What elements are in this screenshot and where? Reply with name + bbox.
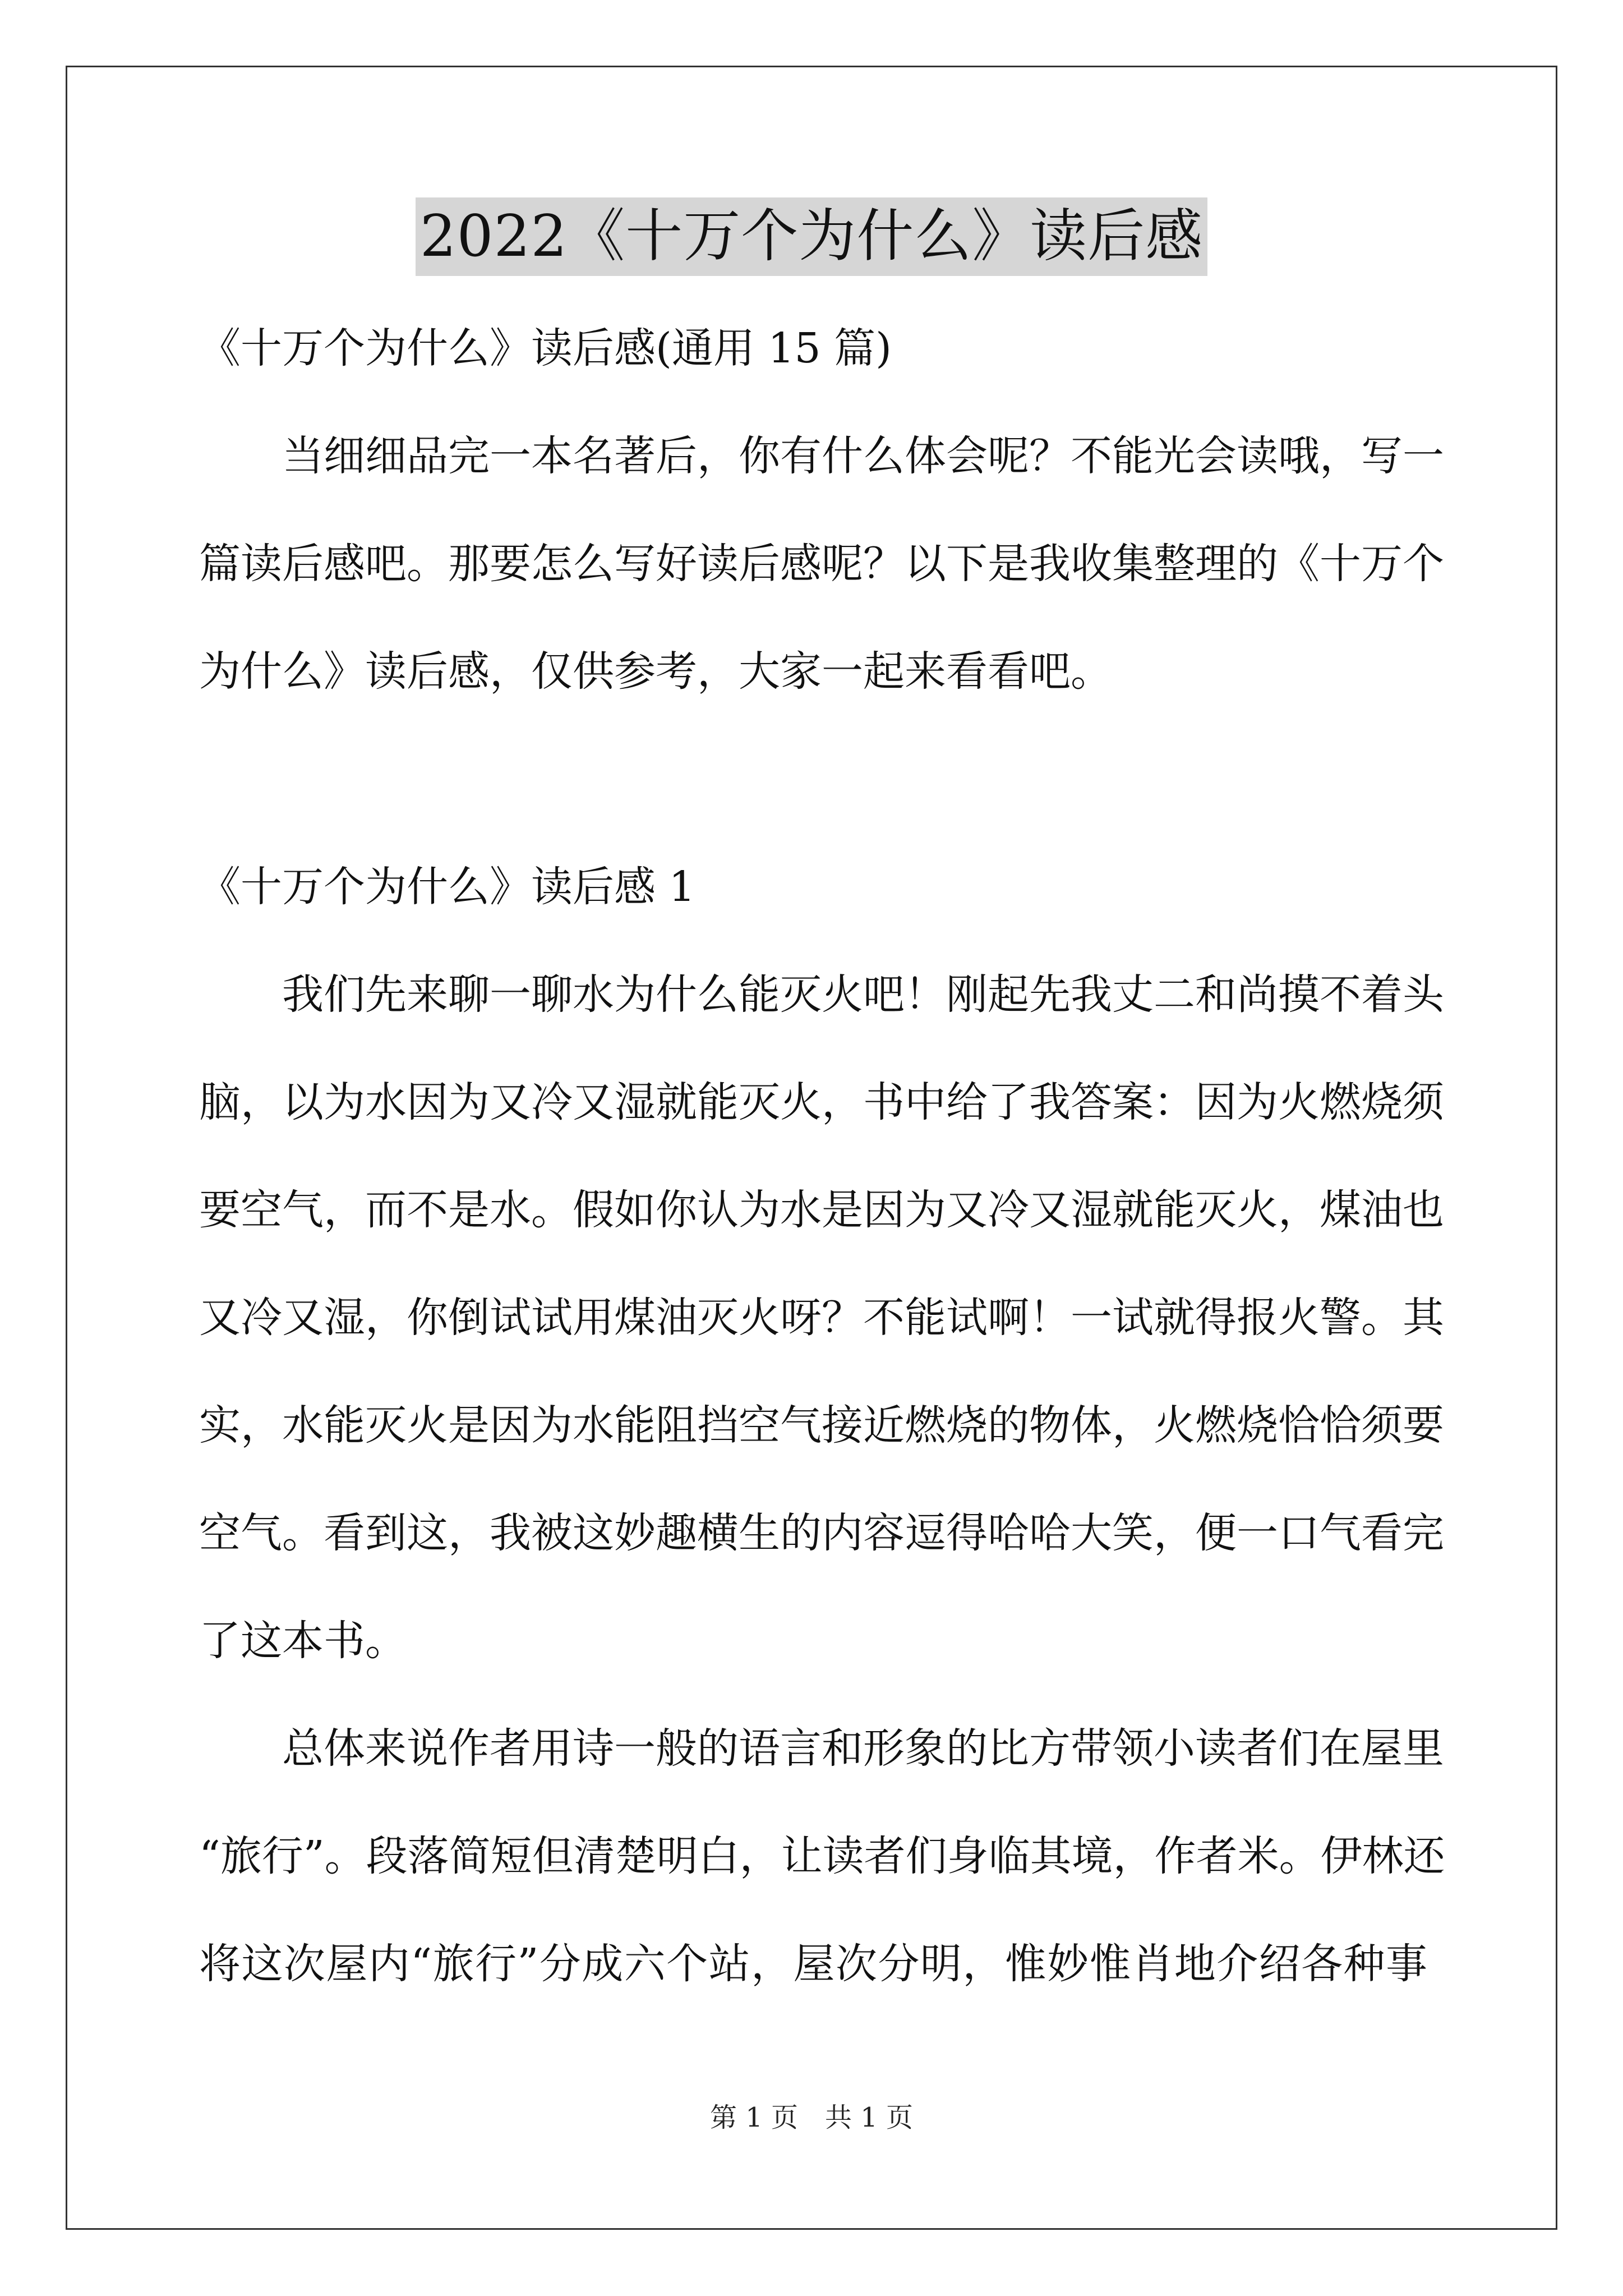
paragraph-line: 实，水能灭火是因为水能阻挡空气接近燃烧的物体，火燃烧恰恰须要 — [199, 1401, 1444, 1450]
page-footer: 第 1 页 共 1 页 — [709, 2102, 914, 2133]
document-title: 2022《十万个为什么》读后感 — [416, 197, 1208, 276]
paragraph-line: 要空气，而不是水。假如你认为水是因为又冷又湿就能灭火，煤油也 — [199, 1186, 1444, 1234]
paragraph-line: 总体来说作者用诗一般的语言和形象的比方带领小读者们在屋里 — [199, 1724, 1444, 1773]
title-wrap — [0, 197, 1623, 276]
paragraph-line: “旅行”。段落简短但清楚明白，让读者们身临其境，作者米。伊林还 — [199, 1832, 1445, 1880]
paragraph-line: 我们先来聊一聊水为什么能灭火吧！刚起先我丈二和尚摸不着头 — [199, 970, 1444, 1019]
paragraph-line: 将这次屋内“旅行”分成六个站，屋次分明，惟妙惟肖地介绍各种事 — [199, 1940, 1427, 1988]
section-heading: 《十万个为什么》读后感 1 — [199, 863, 695, 911]
paragraph-line: 又冷又湿，你倒试试用煤油灭火呀？不能试啊！一试就得报火警。其 — [199, 1294, 1444, 1342]
paragraph-line: 了这本书。 — [199, 1617, 407, 1665]
intro-line: 篇读后感吧。那要怎么写好读后感呢？以下是我收集整理的《十万个 — [199, 540, 1444, 588]
intro-line: 当细细品完一本名著后，你有什么体会呢？不能光会读哦，写一 — [199, 432, 1444, 480]
section-gap — [199, 725, 1427, 833]
document-body — [199, 295, 1445, 2018]
intro-line: 为什么》读后感，仅供参考，大家一起来看看吧。 — [199, 647, 1112, 696]
paragraph-line: 空气。看到这，我被这妙趣横生的内容逗得哈哈大笑，便一口气看完 — [199, 1509, 1444, 1557]
subtitle: 《十万个为什么》读后感(通用 15 篇) — [199, 324, 892, 372]
paragraph-line: 脑，以为水因为又冷又湿就能灭火，书中给了我答案：因为火燃烧须 — [199, 1078, 1444, 1126]
